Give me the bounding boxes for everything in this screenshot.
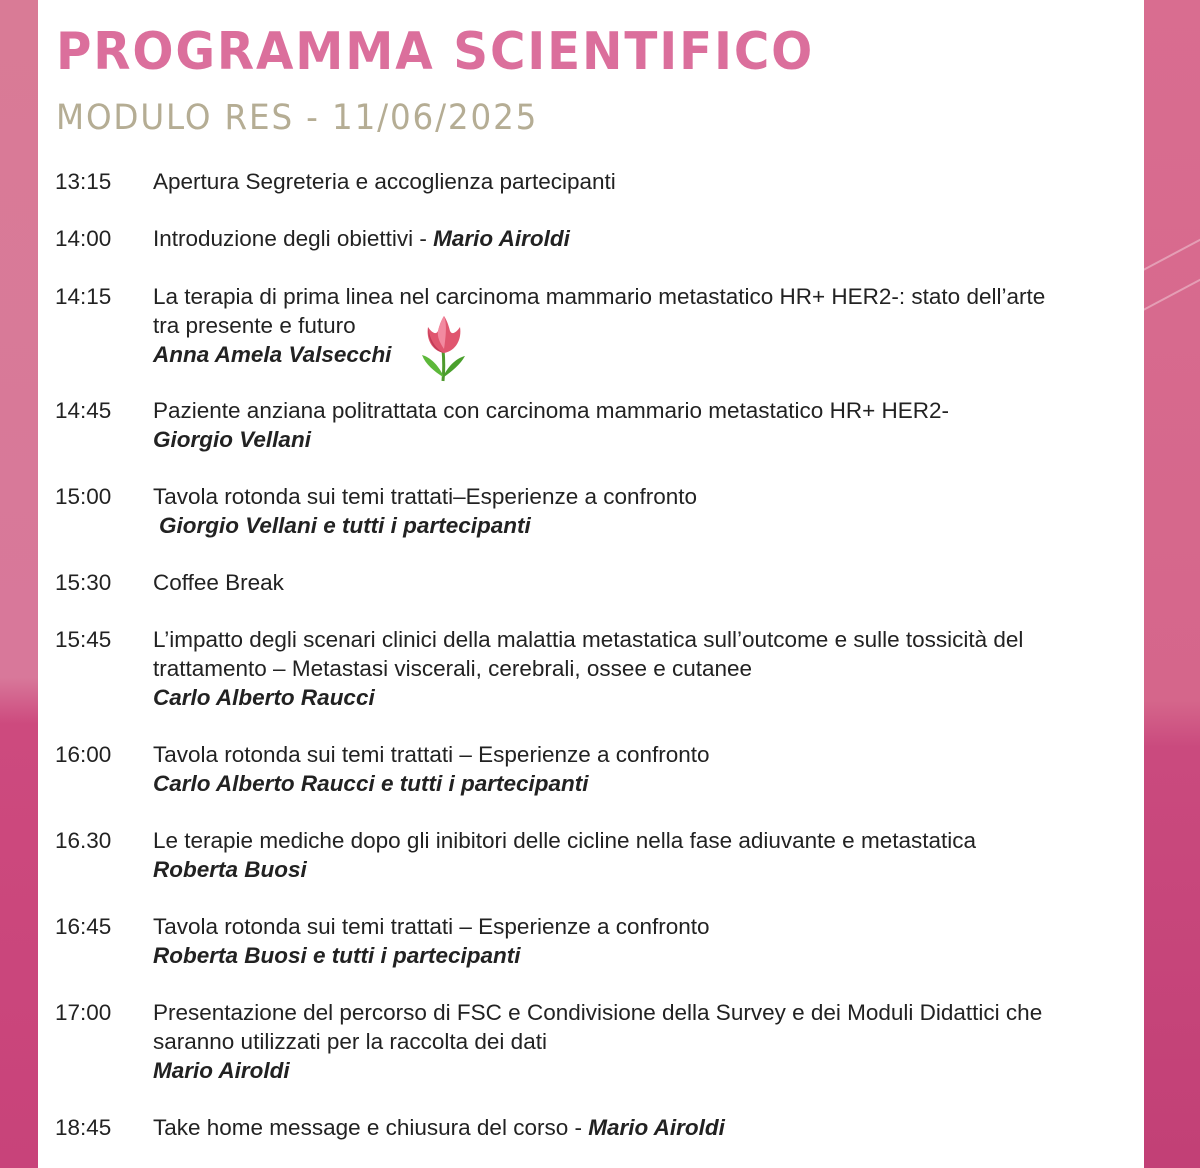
module-date-subtitle: MODULO RES - 11/06/2025 <box>56 98 539 138</box>
entry-body <box>153 912 1118 970</box>
entry-title-line-2: trattamento – Metastasi viscerali, cerebrali, ossee e cutanee <box>153 656 753 681</box>
entry-title: Coffee Break <box>153 570 284 595</box>
entry-time: 16.30 <box>55 828 112 853</box>
right-decorative-border <box>1144 0 1200 1168</box>
entry-body <box>153 1113 1118 1142</box>
entry-time: 14:45 <box>55 398 112 423</box>
entry-speaker: Mario Airoldi <box>153 1058 290 1083</box>
entry-body <box>153 482 1118 540</box>
page-title: PROGRAMMA SCIENTIFICO <box>56 22 815 82</box>
entry-body <box>153 396 1118 454</box>
entry-speaker: Mario Airoldi <box>588 1115 725 1140</box>
entry-time: 16:45 <box>55 914 112 939</box>
entry-title: Tavola rotonda sui temi trattati – Esperienze a confronto <box>153 742 710 767</box>
entry-title-line-1: Presentazione del percorso di FSC e Condivisione della Survey e dei Moduli Didattici che <box>153 1000 1043 1025</box>
entry-speaker: Giorgio Vellani e tutti i partecipanti <box>159 513 531 538</box>
entry-time: 15:30 <box>55 570 112 595</box>
entry-time: 13:15 <box>55 169 112 194</box>
entry-body <box>153 282 1118 369</box>
entry-speaker: Anna Amela Valsecchi <box>153 342 392 367</box>
entry-speaker: Roberta Buosi e tutti i partecipanti <box>153 943 521 968</box>
entry-title-line-2: tra presente e futuro <box>153 313 356 338</box>
entry-time: 18:45 <box>55 1115 112 1140</box>
entry-body <box>153 625 1118 712</box>
entry-time: 14:15 <box>55 284 112 309</box>
left-decorative-border <box>0 0 38 1168</box>
entry-title: Le terapie mediche dopo gli inibitori delle cicline nella fase adiuvante e metastatica <box>153 828 976 853</box>
entry-title-line-1: L’impatto degli scenari clinici della malattia metastatica sull’outcome e sulle tossicità del <box>153 627 1024 652</box>
entry-title-line-1: La terapia di prima linea nel carcinoma mammario metastatico HR+ HER2-: stato dell’arte <box>153 284 1046 309</box>
entry-title: Apertura Segreteria e accoglienza partecipanti <box>153 169 616 194</box>
entry-time: 17:00 <box>55 1000 112 1025</box>
entry-title: Tavola rotonda sui temi trattati – Esperienze a confronto <box>153 914 710 939</box>
entry-body <box>153 167 1118 196</box>
entry-time: 15:45 <box>55 627 112 652</box>
entry-time: 15:00 <box>55 484 112 509</box>
entry-title: Paziente anziana politrattata con carcinoma mammario metastatico HR+ HER2- <box>153 398 949 423</box>
entry-title: Introduzione degli obiettivi - <box>153 226 434 251</box>
entry-title: Take home message e chiusura del corso - <box>153 1115 589 1140</box>
entry-time: 16:00 <box>55 742 112 767</box>
entry-title-line-2: saranno utilizzati per la raccolta dei dati <box>153 1029 547 1054</box>
entry-time: 14:00 <box>55 226 112 251</box>
entry-title: Tavola rotonda sui temi trattati–Esperienze a confronto <box>153 484 698 509</box>
entry-body <box>153 998 1118 1085</box>
entry-speaker: Carlo Alberto Raucci <box>153 685 375 710</box>
entry-body <box>153 826 1118 884</box>
entry-speaker: Mario Airoldi <box>433 226 570 251</box>
entry-body <box>153 740 1118 798</box>
entry-speaker: Roberta Buosi <box>153 857 307 882</box>
program-sheet <box>38 0 1144 1168</box>
tulip-icon <box>416 313 472 383</box>
entry-body <box>153 224 1118 253</box>
entry-speaker: Giorgio Vellani <box>153 427 311 452</box>
entry-body <box>153 568 1118 597</box>
entry-speaker: Carlo Alberto Raucci e tutti i partecipanti <box>153 771 589 796</box>
